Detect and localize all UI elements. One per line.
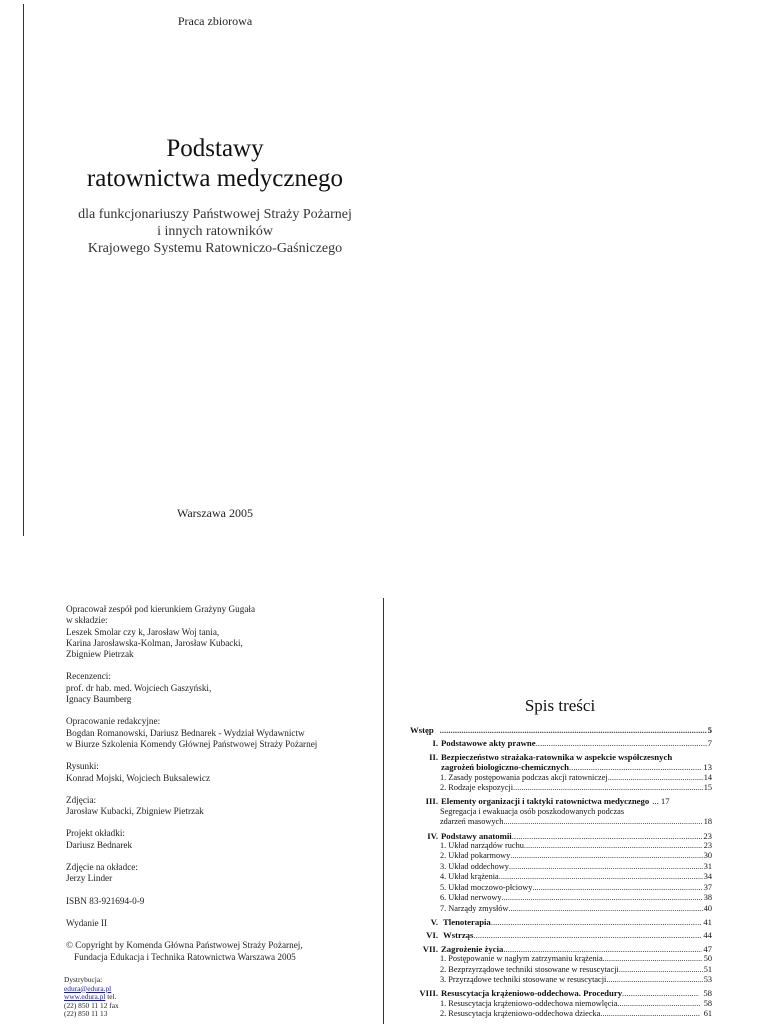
toc-entry-label: Elementy organizacji i taktyki ratownictwa medycznego	[441, 796, 650, 807]
reviewers-block	[66, 671, 366, 705]
toc-subentry[interactable]	[410, 904, 712, 914]
toc-entry-label: Bezpieczeństwo strażaka-ratownika w aspekcie współczesnych	[441, 751, 673, 762]
toc-leader	[503, 817, 702, 827]
toc-page: 31	[703, 861, 712, 871]
toc-entry[interactable]	[410, 988, 712, 998]
edition: Wydanie II	[66, 917, 108, 928]
toc-entry[interactable]	[410, 796, 712, 806]
credit-line: Jarosław Kubacki, Zbigniew Pietrzak	[66, 806, 204, 817]
toc-subentry-label: 5. Układ moczowo-płciowy	[440, 882, 533, 892]
toc-leader	[513, 783, 703, 793]
toc-subentry[interactable]	[410, 851, 712, 861]
toc-leader	[622, 988, 699, 998]
toc-entry[interactable]	[410, 738, 712, 748]
toc-title: Spis treści	[524, 696, 596, 715]
toc-page: 5	[707, 725, 712, 735]
toc-subentry[interactable]	[410, 773, 712, 783]
credits-section	[66, 604, 366, 974]
credit-line: w Biurze Szkolenia Komendy Głównej Państwowej Straży Pożarnej	[66, 738, 318, 749]
toc-entry-number: V.	[430, 916, 438, 927]
toc-subentry[interactable]	[410, 893, 712, 903]
toc-page: 7	[707, 738, 712, 749]
credit-line: Konrad Mojski, Wojciech Buksalewicz	[66, 772, 211, 783]
toc-subentry-label: 2. Bezprzyrządowe techniki stosowane w resuscytacji	[440, 964, 619, 974]
toc-leader	[619, 965, 703, 975]
photos-block	[66, 795, 366, 818]
credit-line: Karina Jarosławska-Kolman, Jarosław Kubacki,	[66, 637, 243, 648]
toc-subentry-label: 7. Narządy zmysłów	[440, 903, 509, 913]
toc-leader	[502, 893, 703, 903]
copyright-line: © Copyright by Komenda Główna Państwowej Straży Pożarnej,	[66, 940, 303, 951]
phone-number: (22) 850 11 13	[64, 1009, 108, 1019]
authors-block	[66, 604, 366, 660]
toc-leader	[532, 883, 702, 893]
toc-subentry-label: 6. Układ nerwowy	[440, 893, 502, 903]
credit-line: Bogdan Romanowski, Dariusz Bednarek - Wydział Wydawnictw	[66, 727, 305, 738]
left-page-rule	[23, 4, 24, 536]
toc-subentry-label: Segregacja i ewakuacja osób poszkodowanych podczas	[440, 806, 625, 816]
toc-subentry[interactable]	[410, 841, 712, 851]
toc-page: 30	[703, 851, 712, 861]
collective-work-label: Praca zbiorowa	[177, 14, 253, 28]
toc-subentry[interactable]	[410, 807, 712, 817]
title-line-1: Podstawy	[166, 135, 264, 162]
credit-line: Jerzy Linder	[66, 873, 113, 884]
toc-leader	[503, 944, 702, 954]
toc-subentry-label: 1. Resuscytacja krążeniowo-oddechowa niemowlęcia	[440, 998, 618, 1008]
toc-leader	[473, 930, 702, 940]
credit-line: prof. dr hab. med. Wojciech Gaszyński,	[66, 682, 212, 693]
toc-subentry-label: 1. Postępowanie w nagłym zatrzymaniu krążenia	[440, 954, 603, 964]
editorial-block	[66, 716, 366, 750]
toc-entry-number: II.	[429, 751, 438, 762]
toc-entry-label: Resuscytacja krążeniowo-oddechowa. Procedury	[441, 988, 623, 999]
toc-entry-number: III.	[425, 796, 438, 807]
toc-page: 37	[703, 882, 712, 892]
toc-leader	[536, 738, 707, 748]
toc-entry[interactable]	[410, 752, 712, 762]
toc-subentry[interactable]	[410, 999, 712, 1009]
credit-line: Zdjęcia:	[66, 794, 97, 805]
toc-subentry[interactable]	[410, 954, 712, 964]
distribution-block	[64, 976, 264, 1019]
book-subtitle	[0, 206, 430, 257]
website-link[interactable]: www.edura.pl	[64, 992, 106, 1002]
credit-line: Rysunki:	[66, 761, 99, 772]
toc-entry-number: VII.	[422, 943, 438, 954]
credit-line: Zbigniew Pietrzak	[66, 649, 134, 660]
toc-subentry[interactable]	[410, 817, 712, 827]
isbn: ISBN 83-921694-0-9	[66, 895, 145, 906]
toc-subentry[interactable]	[410, 872, 712, 882]
toc-page: 23	[703, 841, 712, 851]
toc-subentry-label: 3. Układ oddechowy	[440, 861, 509, 871]
toc-subentry-label: 2. Resuscytacja krążeniowo-oddechowa dziecka	[440, 1009, 601, 1019]
toc-leader	[434, 725, 707, 735]
credit-line: Opracował zespół pod kierunkiem Grażyny Gugała	[66, 604, 256, 614]
toc-leader	[509, 862, 703, 872]
toc-entry[interactable]	[410, 725, 712, 735]
toc-leader	[569, 762, 702, 772]
toc-leader	[617, 999, 699, 1009]
toc-page: 53	[703, 974, 712, 984]
copyright-block	[66, 940, 366, 963]
toc-subentry-label: 2. Rodzaje ekspozycji	[440, 783, 514, 793]
toc-page: 38	[703, 893, 712, 903]
toc-subentry[interactable]	[410, 783, 712, 793]
toc-leader	[499, 872, 703, 882]
copyright-line: Fundacja Edukacja i Technika Ratownictwa Warszawa 2005	[74, 951, 296, 962]
cover-photo-block	[66, 862, 366, 885]
toc-leader	[491, 917, 703, 927]
subtitle-line-1: dla funkcjonariuszy Państwowej Straży Pożarnej	[78, 207, 352, 222]
fax-number: (22) 850 11 12 fax	[64, 1000, 119, 1010]
toc-subentry[interactable]	[410, 862, 712, 872]
toc-subentry[interactable]	[410, 975, 712, 985]
toc-entry[interactable]	[410, 917, 712, 927]
distribution-label: Dystrybucja:	[64, 975, 103, 984]
cover-design-block	[66, 828, 366, 851]
toc-subentry[interactable]	[410, 965, 712, 975]
toc-page: 13	[703, 762, 712, 773]
credit-line: w składzie:	[66, 615, 108, 626]
book-title	[0, 134, 430, 194]
toc-page: 50	[703, 954, 712, 964]
toc-page: 58	[703, 988, 712, 999]
credit-line: Opracowanie redakcyjne:	[66, 716, 161, 727]
toc-leader	[510, 851, 702, 861]
toc-subentry-label: 3. Przyrządowe techniki stosowane w resuscytacji	[440, 974, 607, 984]
toc-entry-number: IV.	[427, 830, 438, 841]
toc-leader	[600, 1009, 699, 1019]
toc-page: 47	[703, 943, 712, 954]
toc-entry-label: Tlenoterapia	[443, 916, 491, 927]
credit-line: Dariusz Bednarek	[66, 839, 133, 850]
toc-page: ... 17	[652, 796, 670, 807]
subtitle-line-2: i innych ratowników	[157, 224, 273, 239]
place-and-year: Warszawa 2005	[176, 506, 253, 520]
toc-subentry[interactable]	[410, 883, 712, 893]
toc-entry-continuation[interactable]	[410, 762, 712, 772]
credit-line: Recenzenci:	[66, 671, 111, 682]
toc-page: 18	[703, 817, 712, 827]
toc-page: 44	[703, 930, 712, 941]
tel-label: tel.	[105, 992, 117, 1002]
toc-entry-label: Wstęp	[410, 725, 434, 735]
toc-page: 23	[703, 830, 712, 841]
toc-page: 41	[703, 916, 712, 927]
toc-entry-label: Podstawowe akty prawne	[441, 738, 536, 749]
toc-page: 51	[703, 964, 712, 974]
toc-leader	[512, 831, 703, 841]
toc-page: 34	[703, 872, 712, 882]
credit-line: Ignacy Baumberg	[66, 694, 132, 705]
toc-page: 40	[703, 903, 712, 913]
toc-leader	[524, 841, 703, 851]
toc-subentry[interactable]	[410, 1009, 712, 1019]
toc-page: 61	[703, 1009, 712, 1019]
toc-entry-number: I.	[432, 738, 438, 749]
toc-subentry-label: 1. Zasady postępowania podczas akcji ratowniczej	[440, 772, 608, 782]
subtitle-line-3: Krajowego Systemu Ratowniczo-Gaśniczego	[87, 241, 343, 256]
toc-entry[interactable]	[410, 831, 712, 841]
toc-subentry-label: 2. Układ pokarmowy	[440, 851, 511, 861]
center-page-rule	[383, 598, 384, 1024]
toc-subentry-label: 4. Układ krążenia	[440, 872, 499, 882]
toc-entry[interactable]	[410, 944, 712, 954]
email-link[interactable]: edura@edura.pl	[64, 983, 112, 993]
toc-entry-label: Zagrożenie życia	[441, 943, 504, 954]
toc-leader	[508, 904, 702, 914]
toc-entry-label: Wstrząs	[443, 930, 474, 941]
toc-leader	[608, 773, 703, 783]
toc-entry-number: VI.	[426, 930, 438, 941]
table-of-contents	[410, 725, 712, 1020]
toc-entry-label: Podstawy anatomii	[441, 830, 512, 841]
toc-leader	[606, 975, 702, 985]
drawings-block	[66, 761, 366, 784]
toc-entry-label: zagrożeń biologiczno-chemicznych	[441, 762, 569, 773]
toc-subentry-label: 1. Układ narządów ruchu	[440, 841, 524, 851]
toc-page: 15	[703, 783, 712, 793]
toc-entry[interactable]	[410, 930, 712, 940]
toc-leader	[603, 954, 703, 964]
toc-entry-number: VIII.	[419, 988, 438, 999]
credit-line: Projekt okładki:	[66, 828, 125, 839]
credit-line: Zdjęcie na okładce:	[66, 862, 138, 873]
title-line-2: ratownictwa medycznego	[86, 165, 344, 192]
toc-page: 14	[703, 772, 712, 782]
toc-page: 58	[703, 998, 712, 1008]
toc-subentry-label: zdarzeń masowych	[440, 817, 504, 827]
credit-line: Leszek Smolar czy k, Jarosław Woj tania,	[66, 626, 220, 637]
